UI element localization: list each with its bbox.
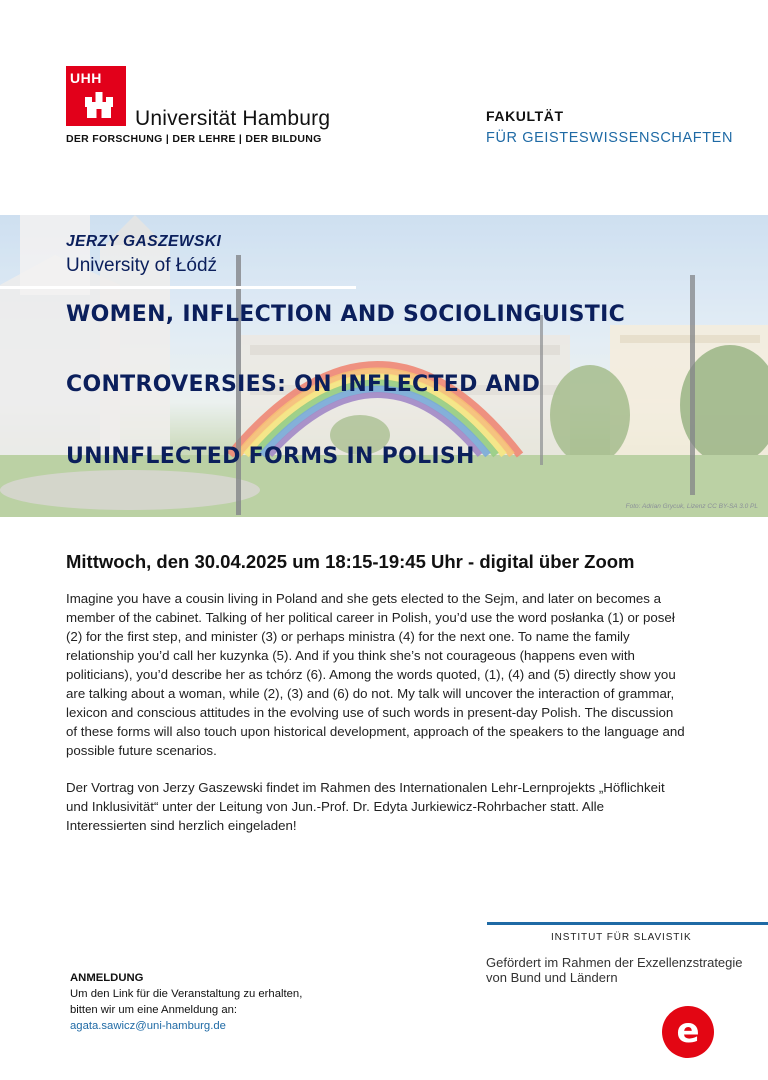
registration-text: Um den Link für die Veranstaltung zu erhalten, bitten wir um eine Anmeldung an: [70,988,303,1016]
registration-heading: ANMELDUNG [70,972,144,984]
registration-email-link[interactable]: agata.sawicz@uni-hamburg.de [70,1020,226,1032]
hamburg-castle-icon [84,92,114,120]
photo-credit: Foto: Adrian Grycuk, Lizenz CC BY-SA 3.0 PL [625,503,758,510]
faculty-name: FÜR GEISTESWISSENSCHAFTEN [486,130,734,146]
speaker-affiliation: University of Łódź [66,255,218,276]
talk-title-line-1: WOMEN, INFLECTION AND SOCIOLINGUISTIC [66,302,626,327]
institute-name: INSTITUT FÜR SLAVISTIK [551,932,692,943]
speaker-name: JERZY GASZEWSKI [66,233,222,250]
context-text: Der Vortrag von Jerzy Gaszewski findet im Rahmen des Internationalen Lehr-Lernprojekts „Höflichkeit und Inklusivität“ unter der Leitung von Jun.-Prof. Dr. Edyta Jurkiewicz-Rohrbacher statt. Alle Interessierten sind herzlich eingeladen! [66,780,665,833]
excellence-strategy-logo [660,1000,716,1062]
talk-title-line-3: UNINFLECTED FORMS IN POLISH [66,444,475,469]
excellence-logo-letter: e [676,1011,700,1051]
title-divider [0,286,356,289]
university-name: Universität Hamburg [135,107,331,130]
faculty-label: FAKULTÄT [486,108,564,124]
institute-divider [487,922,768,925]
funding-note: Gefördert im Rahmen der Exzellenzstrategie von Bund und Ländern [486,955,743,985]
registration-block [70,970,330,1034]
event-date: Mittwoch, den 30.04.2025 um 18:15-19:45 Uhr - digital über Zoom [66,551,635,572]
uhh-logo-abbr: UHH [70,70,102,86]
talk-title-line-2: CONTROVERSIES: ON INFLECTED AND [66,372,541,397]
abstract-text: Imagine you have a cousin living in Poland and she gets elected to the Sejm, and later on becomes a member of the cabinet. Talking of her political career in Polish, you’d use the word posłanka (1) or poseł (2) for the first step, and minister (3) or perhaps ministra (4) for the next one. To name the family relationship you’d call her kuzynka (5). And if you think she’s not courageous (happens even with politicians), you’d describe her as tchórz (6). Among the words quoted, (1), (4) and (5) directly show you are talking about a woman, while (2), (3) and (6) do not. My talk will uncover the interaction of grammar, lexicon and conscious attitudes in the evolving use of such words in present-day Polish. The discussion of these forms will also touch upon historical development, approach of the speakers to the language and possible future scenarios. [66,591,685,758]
university-tagline: DER FORSCHUNG | DER LEHRE | DER BILDUNG [66,133,322,145]
